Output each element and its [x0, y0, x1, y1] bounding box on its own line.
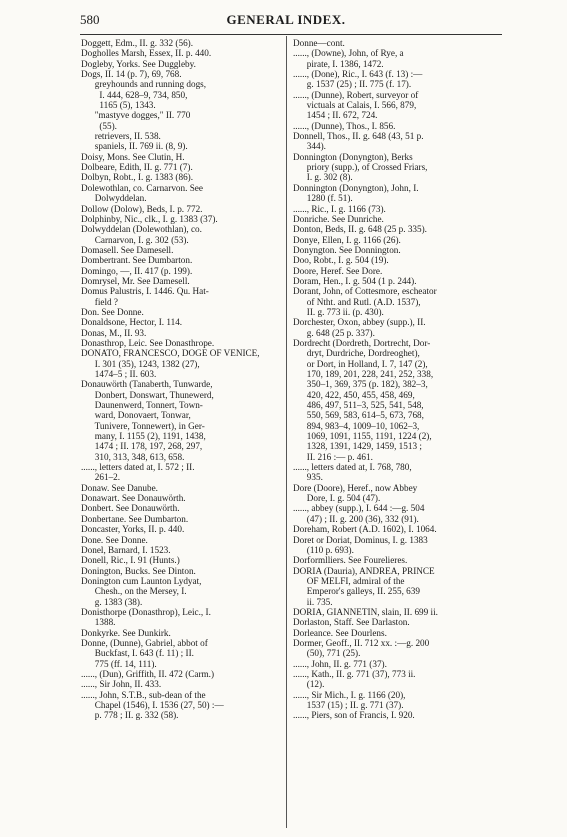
index-line: II. 216 :— p. 461. — [293, 451, 373, 462]
index-line: Buckfast, I. 643 (f. 11) ; II. — [81, 648, 194, 659]
index-line: ......, (Downe), John, of Rye, a — [293, 48, 404, 59]
index-line: g. 1537 (25) ; II. 775 (f. 17). — [293, 79, 412, 90]
index-line: Donye, Ellen, I. g. 1166 (26). — [293, 234, 401, 245]
index-line: Doore, Heref. See Dore. — [293, 265, 383, 276]
index-line: ......, Sir Mich., I. g. 1166 (20), — [293, 689, 406, 700]
index-line: Dolbeare, Edith, II. g. 771 (7). — [81, 162, 193, 173]
index-line: Domingo, —, II. 417 (p. 199). — [81, 265, 193, 276]
index-line: 550, 569, 583, 614–5, 673, 768, — [293, 410, 424, 421]
page-number: 580 — [80, 12, 100, 27]
index-line: Doo, Robt., I. g. 504 (19). — [293, 255, 389, 266]
index-line: 1165 (5), 1343. — [81, 100, 156, 111]
index-line: I. g. 302 (8). — [293, 172, 353, 183]
index-line: 775 (ff. 14, 111). — [81, 658, 157, 669]
index-line: Dormer, Geoff., II. 712 xx. :—g. 200 — [293, 637, 430, 648]
index-line: field ? — [81, 296, 118, 307]
index-line: g. 648 (25 p. 337). — [293, 327, 375, 338]
index-line: Donnington (Donyngton), John, I. — [293, 182, 419, 193]
index-line: or Dort, in Holland, I. 7, 147 (2), — [293, 358, 428, 369]
index-line: victuals at Calais, I. 566, 879, — [293, 100, 417, 111]
index-line: of Ntht. and Rutl. (A.D. 1537), — [293, 296, 421, 307]
index-line: ......, Ric., I. g. 1166 (73). — [293, 203, 386, 214]
index-line: ......, letters dated at, I. 768, 780, — [293, 462, 412, 473]
index-line: ii. 735. — [293, 596, 333, 607]
index-line: 1280 (f. 51). — [293, 193, 353, 204]
index-line: 1388. — [81, 617, 116, 628]
index-line: many, I. 1155 (2), 1191, 1438, — [81, 431, 206, 442]
index-line: ......, (Dun), Griffith, II. 472 (Carm.) — [81, 668, 215, 679]
index-line: I. 444, 628–9, 734, 850, — [81, 89, 188, 100]
page-header — [70, 12, 502, 32]
index-line: Domasell. See Damesell. — [81, 244, 174, 255]
index-line: Dolwyddelan (Dolewothlan), co. — [81, 224, 202, 235]
index-line: 310, 313, 348, 613, 658. — [81, 451, 185, 462]
index-line: Dorformlliers. See Fourelieres. — [293, 555, 408, 566]
index-line: Dogleby, Yorks. See Duggleby. — [81, 58, 196, 69]
index-line: DORIA, GIANNETIN, slain, II. 699 ii. — [293, 606, 438, 617]
index-line: Donell, Ric., I. 91 (Hunts.) — [81, 555, 180, 566]
index-line: Domus Palustris, I. 1446. Qu. Hat- — [81, 286, 209, 297]
index-line: 1328, 1391, 1429, 1459, 1513 ; — [293, 441, 422, 452]
index-line: Domrysel, Mr. See Damesell. — [81, 275, 190, 286]
index-line: DONATO, FRANCESCO, DOGE OF VENICE, — [81, 348, 260, 359]
index-line: 1474–5 ; II. 603. — [81, 369, 157, 379]
index-line: Donkyrke. See Dunkirk. — [81, 627, 171, 638]
index-line: I. 301 (35), 1243, 1382 (27), — [81, 358, 200, 369]
index-line: Donauwörth (Tanaberth, Tunwarde, — [81, 379, 213, 390]
index-line: ......, abbey (supp.), I. 644 :—g. 504 — [293, 503, 425, 514]
index-line: Daunenwerd, Tonnert, Town- — [81, 400, 203, 411]
index-line: "mastyve dogges," II. 770 — [81, 110, 191, 121]
index-line: (47) ; II. g. 200 (36), 332 (91). — [293, 513, 419, 524]
index-line: greyhounds and running dogs, — [81, 79, 207, 90]
index-line: Dollow (Dolow), Beds, I. p. 772. — [81, 203, 203, 214]
header-rule — [80, 34, 502, 35]
index-line: Donel, Barnard, I. 1523. — [81, 544, 171, 555]
index-line: Dogholles Marsh, Essex, II. p. 440. — [81, 48, 212, 59]
index-line: 935. — [293, 472, 323, 483]
index-line: ......, (Dunne), Robert, surveyor of — [293, 89, 419, 100]
index-line: DORIA (Dauria), ANDREA, PRINCE — [293, 565, 435, 576]
index-line: 170, 189, 201, 228, 241, 252, 338, — [293, 369, 434, 379]
index-line: Donisthorpe (Donasthrop), Leic., I. — [81, 606, 211, 617]
index-line: Doreham, Robert (A.D. 1602), I. 1064. — [293, 524, 437, 535]
index-line: Dogs, II. 14 (p. 7), 69, 768. — [81, 69, 182, 80]
index-line: Donawart. See Donauwörth. — [81, 493, 186, 504]
index-line: OF MELFI, admiral of the — [293, 575, 405, 586]
index-line: Donnell, Thos., II. g. 648 (43, 51 p. — [293, 131, 424, 142]
index-line: Dolbyn, Robt., I. g. 1383 (86). — [81, 172, 194, 183]
index-line: Dorleance. See Dourlens. — [293, 627, 387, 638]
index-line: Doisy, Mons. See Clutin, H. — [81, 151, 185, 162]
index-line: Emperor's galleys, II. 255, 639 — [293, 586, 420, 597]
index-line: Donne—cont. — [293, 38, 345, 48]
index-line: ......, (Done), Ric., I. 643 (f. 13) :— — [293, 69, 423, 80]
index-line: ......, (Dunne), Thos., I. 856. — [293, 120, 396, 131]
index-line: Donington, Bucks. See Dinton. — [81, 565, 196, 576]
index-line: 1069, 1091, 1155, 1191, 1224 (2), — [293, 431, 432, 442]
index-line: ......, Sir John, II. 433. — [81, 679, 162, 690]
index-line: ......, John, S.T.B., sub-dean of the — [81, 689, 206, 700]
index-line: Donriche. See Dunriche. — [293, 213, 384, 224]
index-line: ......, John, II. g. 771 (37). — [293, 658, 387, 669]
index-line: Donyngton. See Donnington. — [293, 244, 401, 255]
index-line: (55). — [81, 120, 117, 131]
index-line: ......, letters dated at, I. 572 ; II. — [81, 462, 195, 473]
index-line: 261–2. — [81, 472, 121, 483]
index-line: Dordrecht (Dordreth, Dortrecht, Dor- — [293, 337, 431, 348]
index-line: Donaldsone, Hector, I. 114. — [81, 317, 183, 328]
index-line: spaniels, II. 769 ii. (8, 9). — [81, 141, 188, 152]
index-line: Donton, Beds, II. g. 648 (25 p. 335). — [293, 224, 427, 235]
index-line: Donne, (Dunne), Gabriel, abbot of — [81, 637, 208, 648]
column-divider — [286, 36, 287, 828]
index-line: Dore, I. g. 504 (47). — [293, 493, 381, 504]
index-line: Chapel (1546), I. 1536 (27, 50) :— — [81, 700, 224, 710]
index-line: Doret or Doriat, Dominus, I. g. 1383 — [293, 534, 428, 545]
index-line: Donnington (Donyngton), Berks — [293, 151, 413, 162]
index-line: Chesh., on the Mersey, I. — [81, 586, 187, 597]
index-line: g. 1383 (38). — [81, 596, 143, 607]
index-line: 1474 ; II. 178, 197, 268, 297, — [81, 441, 203, 452]
index-line: 1537 (15) ; II. g. 771 (37). — [293, 700, 404, 710]
index-line: II. g. 773 ii. (p. 430). — [293, 306, 384, 317]
index-line: (12). — [293, 679, 325, 690]
index-line: Dolphinby, Nic., clk., I. g. 1383 (37). — [81, 213, 218, 224]
index-line: Doggett, Edm., II. g. 332 (56). — [81, 38, 194, 48]
index-line: Dombertrant. See Dumbarton. — [81, 255, 193, 266]
index-line: Dorlaston, Staff. See Darlaston. — [293, 617, 410, 628]
index-line: 350–1, 369, 375 (p. 182), 382–3, — [293, 379, 428, 390]
index-line: dryt, Durdriche, Dordreoghet), — [293, 348, 420, 359]
index-line: p. 778 ; II. g. 332 (58). — [81, 710, 179, 721]
index-line: Don. See Donne. — [81, 306, 144, 317]
index-line: priory (supp.), of Crossed Friars, — [293, 162, 428, 173]
index-line: Dolewothlan, co. Carnarvon. See — [81, 182, 203, 193]
index-line: Donas, M., II. 93. — [81, 327, 147, 338]
index-line: Doncaster, Yorks, II. p. 440. — [81, 524, 185, 535]
index-line: 894, 983–4, 1009–10, 1062–3, — [293, 420, 420, 431]
index-line: Dolwyddelan. — [81, 193, 147, 204]
index-line: Done. See Donne. — [81, 534, 148, 545]
index-line: 1454 ; II. 672, 724. — [293, 110, 378, 121]
index-line: Dorchester, Oxon, abbey (supp.), II. — [293, 317, 426, 328]
index-line: ......, Piers, son of Francis, I. 920. — [293, 710, 415, 721]
index-line: (50), 771 (25). — [293, 648, 361, 659]
index-line: pirate, I. 1386, 1472. — [293, 58, 384, 69]
index-line: Doram, Hen., I. g. 504 (1 p. 244). — [293, 275, 417, 286]
index-line: ward, Donovaert, Tonwar, — [81, 410, 191, 421]
index-line: (110 p. 693). — [293, 544, 354, 555]
index-line: Dorant, John, of Cottesmore, escheator — [293, 286, 437, 297]
index-line: Donbert, Donswart, Thunewerd, — [81, 389, 214, 400]
right-column — [293, 38, 498, 721]
index-line: retrievers, II. 538. — [81, 131, 161, 142]
index-line: Tunivere, Tonnewert), in Ger- — [81, 420, 205, 431]
index-line: 344). — [293, 141, 326, 152]
index-line: Donington cum Launton Lydyat, — [81, 575, 202, 586]
index-line: ......, Kath., II. g. 771 (37), 773 ii. — [293, 668, 416, 679]
index-line: Donbert. See Donauwörth. — [81, 503, 180, 514]
left-column — [81, 38, 281, 721]
index-line: Donbertane. See Dumbarton. — [81, 513, 189, 524]
index-line: Dore (Doore), Heref., now Abbey — [293, 482, 418, 493]
index-line: Carnarvon, I. g. 302 (53). — [81, 234, 189, 245]
index-line: Donaw. See Danube. — [81, 482, 158, 493]
running-head: GENERAL INDEX. — [226, 12, 346, 27]
index-line: 486, 497, 511–3, 525, 541, 548, — [293, 400, 424, 411]
index-line: Donasthrop, Leic. See Donasthrope. — [81, 337, 215, 348]
index-line: 420, 422, 450, 455, 458, 469, — [293, 389, 415, 400]
